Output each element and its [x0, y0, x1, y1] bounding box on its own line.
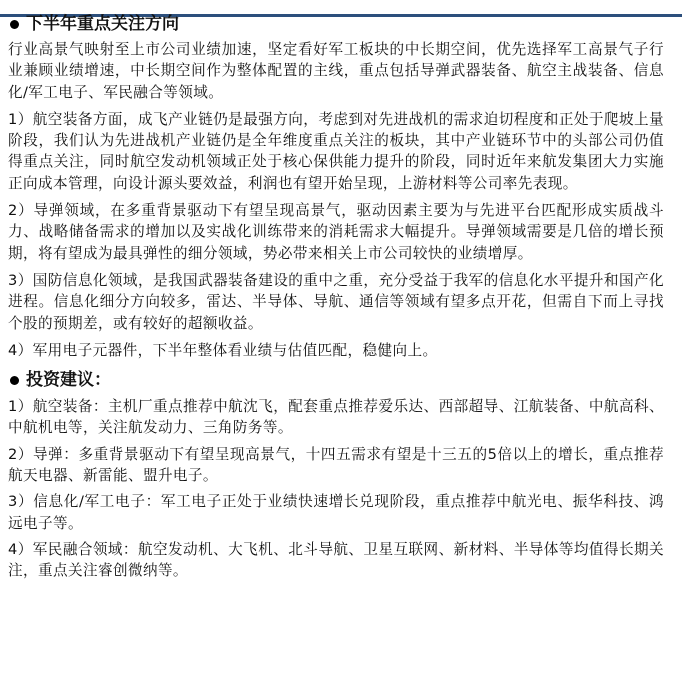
advice-aviation: 1）航空装备：主机厂重点推荐中航沈飞，配套重点推荐爱乐达、西部超导、江航装备、中航高科、中航机电等，关注航发动力、三角防务等。 — [8, 398, 664, 437]
section-heading-text: 投资建议： — [26, 370, 111, 391]
paragraph-electronic-components: 4）军用电子元器件，下半年整体看业绩与估值匹配，稳健向上。 — [8, 341, 438, 359]
section-heading — [8, 14, 664, 34]
paragraph-aviation: 1）航空装备方面，成飞产业链仍是最强方向，考虑到对先进战机的需求迫切程度和正处于爬坡上量阶段，我们认为先进战机产业链仍是全年维度重点关注的板块，其中产业链环节中的头部公司仍值得重点关注，同时航空发动机领域正处于核心保供能力提升的阶段，同时近年来航发集团大力实施正向成本管理，向设计源头要效益，利润也有望开始呈现，上游材料等公司率先表现。 — [8, 110, 664, 192]
advice-missile: 2）导弹：多重背景驱动下有望呈现高景气，十四五需求有望是十三五的5倍以上的增长，重点推荐航天电器、新雷能、盟升电子。 — [8, 445, 664, 485]
report-page — [0, 14, 682, 689]
section-heading-text: 下半年重点关注方向 — [26, 14, 179, 34]
focus-direction-section — [8, 14, 664, 361]
investment-advice-section — [8, 370, 664, 581]
bullet-icon — [10, 376, 19, 385]
paragraph-informatization: 3）国防信息化领域，是我国武器装备建设的重中之重，充分受益于我军的信息化水平提升和国产化进程。信息化细分方向较多，雷达、半导体、导航、通信等领域有望多点开花，但需自下而上寻找个股的预期差，或有较好的超额收益。 — [8, 271, 664, 332]
paragraph-intro: 行业高景气映射至上市公司业绩加速，坚定看好军工板块的中长期空间，优先选择军工高景气子行业兼顾业绩增速，中长期空间作为整体配置的主线，重点包括导弹武器装备、航空主战装备、信息化/军工电子、军民融合等领域。 — [8, 41, 664, 101]
section-heading — [8, 370, 664, 390]
paragraph-missile: 2）导弹领域，在多重背景驱动下有望呈现高景气，驱动因素主要为与先进平台匹配形成实质战斗力、战略储备需求的增加以及实战化训练带来的消耗需求大幅提升。导弹领域需要是几倍的增长预期，将有望成为最具弹性的细分领域，势必带来相关上市公司较快的业绩增厚。 — [8, 202, 664, 262]
bullet-icon — [10, 20, 19, 29]
advice-civil-military: 4）军民融合领域：航空发动机、大飞机、北斗导航、卫星互联网、新材料、半导体等均值得长期关注，重点关注睿创微纳等。 — [8, 540, 664, 580]
advice-informatization: 3）信息化/军工电子：军工电子正处于业绩快速增长兑现阶段，重点推荐中航光电、振华科技、鸿远电子等。 — [8, 493, 664, 532]
